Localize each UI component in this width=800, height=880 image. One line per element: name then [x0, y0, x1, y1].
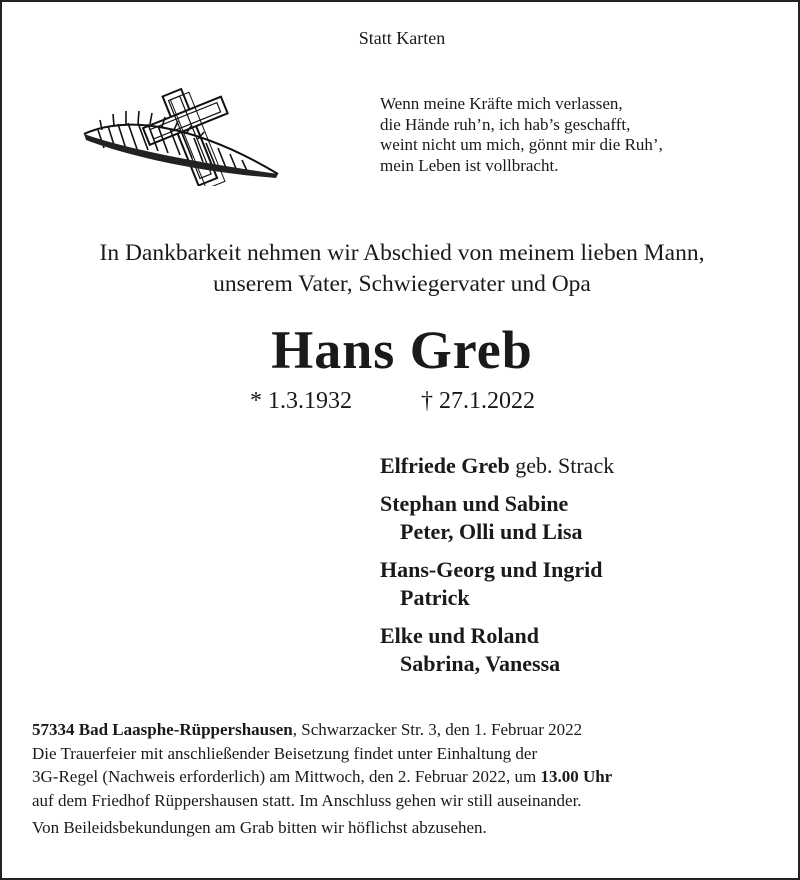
family-children: Sabrina, Vanessa [400, 651, 561, 676]
spouse-name: Elfriede Greb [380, 453, 510, 478]
service-line: auf dem Friedhof Rüppershausen statt. Im Anschluss gehen wir still auseinander. [32, 790, 582, 810]
family-children: Patrick [400, 585, 470, 610]
poem [380, 94, 663, 176]
intro-text [2, 238, 800, 300]
family-parents: Elke und Roland [380, 623, 539, 648]
birth-date: * 1.3.1932 [250, 388, 352, 414]
place-date-line [32, 718, 782, 742]
service-time: 13.00 Uhr [540, 767, 613, 786]
intro-line: In Dankbarkeit nehmen wir Abschied von meinem lieben Mann, [99, 240, 705, 266]
family-parents: Stephan und Sabine [380, 491, 569, 516]
mourners-list [380, 452, 614, 688]
deceased-name: Hans Greb [271, 320, 533, 380]
intro-line: unserem Vater, Schwiegervater und Opa [213, 271, 591, 297]
header-note: Statt Karten [358, 28, 446, 48]
service-line: Die Trauerfeier mit anschließender Beisetzung findet unter Einhaltung der [32, 743, 538, 763]
cross-with-palm-frond-icon [78, 86, 288, 186]
poem-line: weint nicht um mich, gönnt mir die Ruh’, [380, 135, 663, 154]
poem-line: die Hände ruh’n, ich hab’s geschafft, [380, 114, 631, 134]
place-name: 57334 Bad Laasphe-Rüppershausen [32, 720, 293, 739]
spouse-entry [380, 452, 614, 480]
service-line-text: 3G-Regel (Nachweis erforderlich) am Mittwoch, den 2. Februar 2022, um [32, 767, 541, 786]
spouse-maiden-name: geb. Strack [515, 453, 615, 478]
life-dates [2, 388, 800, 420]
condolence-note: Von Beileidsbekundungen am Grab bitten wir höflichst abzusehen. [32, 818, 487, 837]
family-entry [380, 556, 614, 612]
family-children: Peter, Olli und Lisa [400, 519, 583, 544]
service-line [32, 765, 782, 789]
footer-info [32, 718, 782, 840]
poem-line: Wenn meine Kräfte mich verlassen, [380, 94, 623, 113]
family-parents: Hans-Georg und Ingrid [380, 557, 603, 582]
family-entry [380, 490, 614, 546]
death-date: † 27.1.2022 [421, 388, 535, 414]
address-date: , Schwarzacker Str. 3, den 1. Februar 2022 [292, 720, 583, 739]
poem-line: mein Leben ist vollbracht. [380, 155, 559, 175]
family-entry [380, 622, 614, 678]
